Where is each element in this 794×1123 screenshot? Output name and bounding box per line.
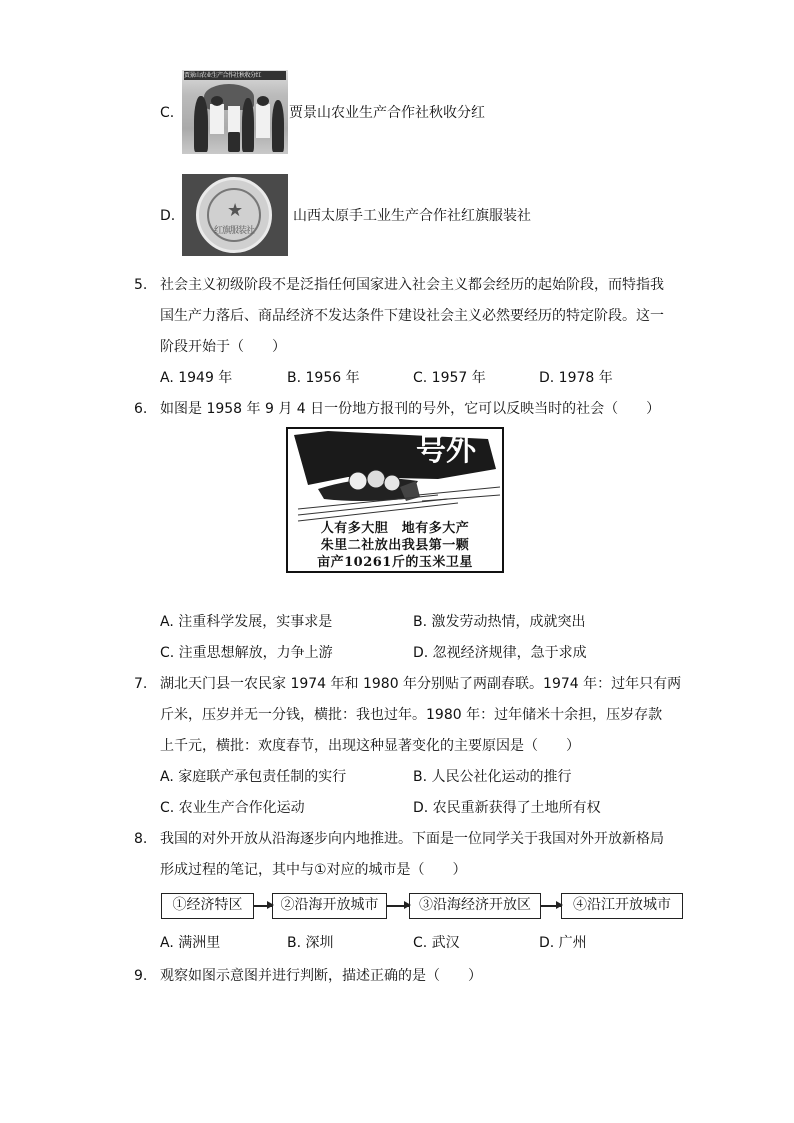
q8-number: 8.	[134, 831, 148, 847]
q7-line-3: 上千元，横批：欢度春节，出现这种显著变化的主要原因是（ ）	[160, 738, 580, 754]
poster-line-2: 朱里二社放出我县第一颗	[320, 538, 470, 553]
flow-arrow-2-icon	[387, 905, 409, 907]
q5-line-3: 阶段开始于（ ）	[160, 339, 286, 355]
q6-option-d: D. 忽视经济规律，急于求成	[413, 645, 587, 661]
q7-line-1: 湖北天门县一农民家 1974 年和 1980 年分别贴了两副春联。1974 年：过年只有两	[160, 676, 682, 692]
flow-step-4: ④沿江开放城市	[561, 893, 683, 919]
q4-option-d-label: D.	[160, 208, 176, 224]
poster-banner: 号外	[416, 433, 476, 468]
q6-option-a: A. 注重科学发展，实事求是	[160, 614, 333, 630]
flow-step-2: ②沿海开放城市	[272, 893, 387, 919]
q7-option-b: B. 人民公社化运动的推行	[413, 769, 572, 785]
q8-line-2: 形成过程的笔记，其中与①对应的城市是（ ）	[160, 862, 467, 878]
q7-option-c: C. 农业生产合作化运动	[160, 800, 305, 816]
q5-option-a: A. 1949 年	[160, 370, 233, 386]
q6-option-c: C. 注重思想解放，力争上游	[160, 645, 333, 661]
q4-option-c-label: C.	[160, 105, 175, 121]
q7-option-d: D. 农民重新获得了土地所有权	[413, 800, 601, 816]
star-icon: ★	[227, 200, 244, 221]
poster-line-3: 亩产10261斤的玉米卫星	[317, 555, 473, 570]
newspaper-extra-poster	[286, 427, 504, 573]
q5-line-2: 国生产力落后、商品经济不发达条件下建设社会主义必然要经历的特定阶段。这一	[160, 308, 664, 324]
q8-line-1: 我国的对外开放从沿海逐步向内地推进。下面是一位同学关于我国对外开放新格局	[160, 831, 664, 847]
flow-arrow-1-icon	[254, 905, 272, 907]
seal-icon	[196, 177, 272, 253]
q8-option-c: C. 武汉	[413, 935, 460, 951]
q9-stem: 观察如图示意图并进行判断，描述正确的是（ ）	[160, 968, 482, 984]
cooperative-seal-photo	[182, 174, 288, 256]
q8-option-a: A. 满洲里	[160, 935, 221, 951]
poster-line-1: 人有多大胆 地有多大产	[320, 521, 470, 536]
q5-option-d: D. 1978 年	[539, 370, 613, 386]
harvest-dividend-photo	[182, 70, 288, 154]
q5-option-b: B. 1956 年	[287, 370, 360, 386]
q5-option-c: C. 1957 年	[413, 370, 486, 386]
q6-number: 6.	[134, 401, 148, 417]
photo-caption: 贾景山农业生产合作社秋收分红	[184, 71, 286, 80]
q4-option-d-text: 山西太原手工业生产合作社红旗服装社	[293, 208, 531, 224]
q7-option-a: A. 家庭联产承包责任制的实行	[160, 769, 347, 785]
q7-number: 7.	[134, 676, 148, 692]
flow-step-1: ①经济特区	[161, 893, 254, 919]
q4-option-c-text: 贾景山农业生产合作社秋收分红	[289, 105, 485, 121]
q8-option-d: D. 广州	[539, 935, 587, 951]
q6-option-b: B. 激发劳动热情，成就突出	[413, 614, 586, 630]
q5-line-1: 社会主义初级阶段不是泛指任何国家进入社会主义都会经历的起始阶段，而特指我	[160, 277, 664, 293]
seal-text: 红旗服装社	[213, 226, 254, 236]
q9-number: 9.	[134, 968, 148, 984]
flow-arrow-3-icon	[541, 905, 561, 907]
flow-step-3: ③沿海经济开放区	[409, 893, 541, 919]
q8-option-b: B. 深圳	[287, 935, 334, 951]
q7-line-2: 斤米，压岁并无一分钱，横批：我也过年。1980 年：过年储米十余担，压岁存款	[160, 707, 663, 723]
q5-number: 5.	[134, 277, 148, 293]
q6-stem: 如图是 1958 年 9 月 4 日一份地方报刊的号外，它可以反映当时的社会（ ）	[160, 401, 661, 417]
